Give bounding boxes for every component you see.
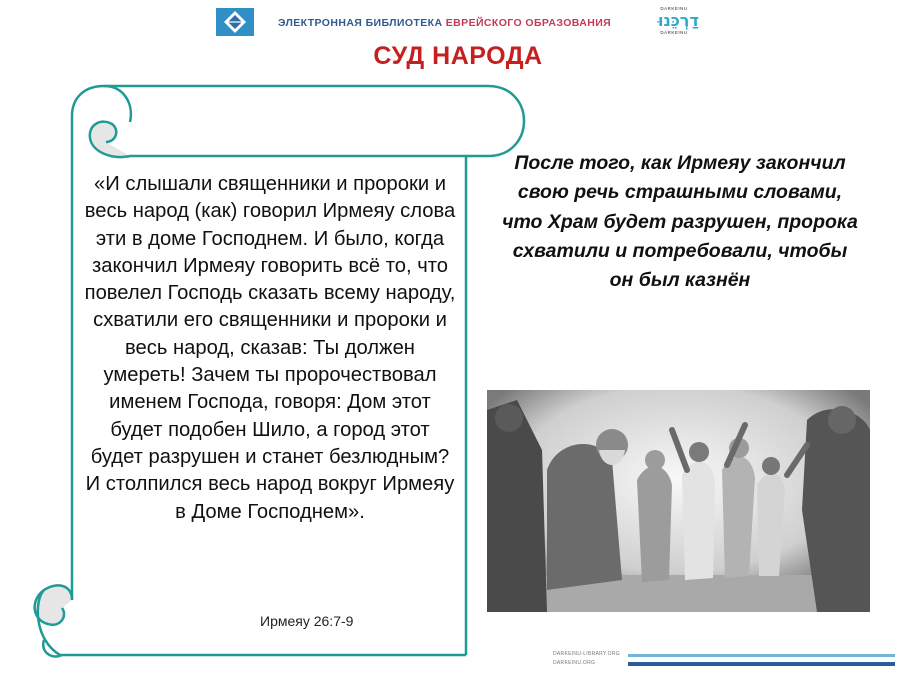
- footer-links: [553, 650, 620, 668]
- crowd-illustration: [487, 390, 870, 612]
- logo-right-main-text: דַרְכֵּנוּ: [658, 11, 699, 30]
- logo-right-top-text: DARKEINU: [660, 6, 688, 11]
- library-name-part2: ЕВРЕЙСКОГО ОБРАЗОВАНИЯ: [445, 17, 612, 29]
- logo-right-bottom-text: DARKEINU: [660, 30, 688, 35]
- library-name-part1: ЭЛЕКТРОННАЯ БИБЛИОТЕКА: [278, 17, 443, 29]
- footer-decorative-lines: [628, 652, 895, 668]
- page-title: СУД НАРОДА: [373, 42, 543, 70]
- footer-link-site[interactable]: DARKEINU.ORG: [553, 660, 596, 666]
- quote-reference: Ирмеяу 26:7-9: [260, 613, 354, 629]
- caption-text: После того, как Ирмеяу закончил свою речь страшными словами, что Храм будет разрушен, пророка схватили и потребовали, чтобы он был казнён: [502, 152, 858, 292]
- quote-text: «И слышали священники и пророки и весь народ (как) говорил Ирмеяу слова эти в доме Господнем. И было, когда закончил Ирмеяу говорить всё то, что повелел Господь сказать всему народу, схватили его священники и пророки и весь народ, сказав: Ты должен умереть! Зачем ты пророчествовал именем Господа, говоря: Дом этот будет подобен Шило, а город этот будет разрушен и станет безлюдным? И столпился весь народ вокруг Ирмеяу в Доме Господнем».: [84, 173, 456, 523]
- footer-link-library[interactable]: DARKEINU-LIBRARY.ORG: [553, 651, 620, 657]
